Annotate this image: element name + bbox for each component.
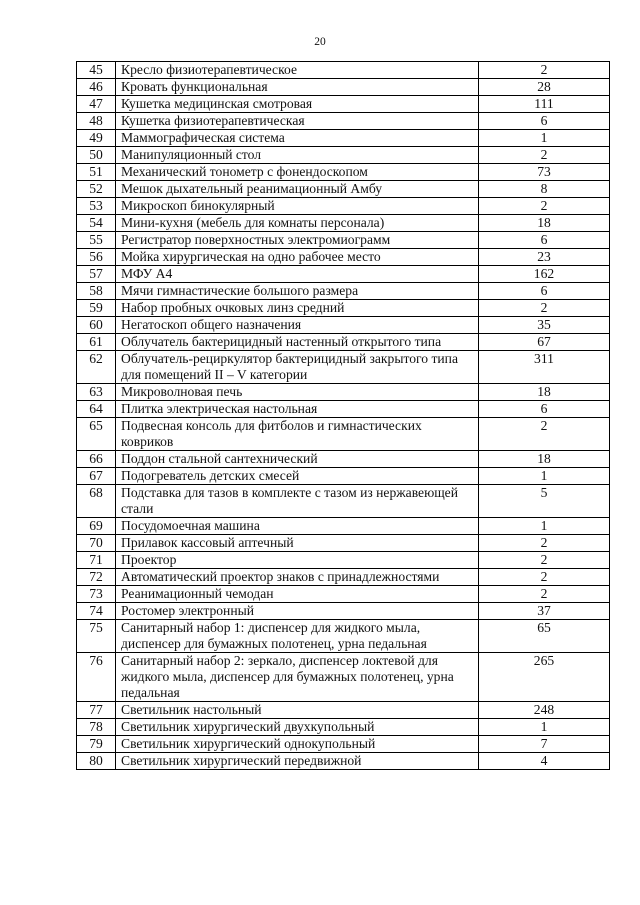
equipment-name: Плитка электрическая настольная: [116, 401, 479, 418]
equipment-name: Манипуляционный стол: [116, 147, 479, 164]
row-number: 57: [77, 266, 116, 283]
equipment-quantity: 28: [479, 79, 610, 96]
equipment-name: Маммографическая система: [116, 130, 479, 147]
equipment-name: Светильник настольный: [116, 702, 479, 719]
table-row: [77, 300, 610, 317]
equipment-quantity: 6: [479, 232, 610, 249]
row-number: 49: [77, 130, 116, 147]
row-number: 54: [77, 215, 116, 232]
equipment-quantity: 311: [479, 351, 610, 384]
row-number: 47: [77, 96, 116, 113]
row-number: 79: [77, 736, 116, 753]
table-row: [77, 569, 610, 586]
equipment-name: Мешок дыхательный реанимационный Амбу: [116, 181, 479, 198]
equipment-name: Облучатель-рециркулятор бактерицидный закрытого типа для помещений II – V категории: [116, 351, 479, 384]
table-row: [77, 283, 610, 300]
table-row: [77, 535, 610, 552]
table-row: [77, 198, 610, 215]
row-number: 71: [77, 552, 116, 569]
table-row: [77, 351, 610, 384]
table-row: [77, 384, 610, 401]
table-row: [77, 181, 610, 198]
table-row: [77, 317, 610, 334]
row-number: 51: [77, 164, 116, 181]
row-number: 68: [77, 485, 116, 518]
row-number: 59: [77, 300, 116, 317]
row-number: 62: [77, 351, 116, 384]
equipment-quantity: 2: [479, 552, 610, 569]
equipment-quantity: 162: [479, 266, 610, 283]
table-row: [77, 147, 610, 164]
equipment-quantity: 248: [479, 702, 610, 719]
equipment-quantity: 8: [479, 181, 610, 198]
table-row: [77, 266, 610, 283]
table-row: [77, 130, 610, 147]
equipment-name: Светильник хирургический передвижной: [116, 753, 479, 770]
row-number: 77: [77, 702, 116, 719]
table-row: [77, 753, 610, 770]
table-row: [77, 719, 610, 736]
equipment-quantity: 2: [479, 418, 610, 451]
equipment-name: Негатоскоп общего назначения: [116, 317, 479, 334]
table-row: [77, 418, 610, 451]
table-row: [77, 62, 610, 79]
equipment-name: Санитарный набор 2: зеркало, диспенсер локтевой для жидкого мыла, диспенсер для бумажных полотенец, урна педальная: [116, 653, 479, 702]
equipment-name: Подставка для тазов в комплекте с тазом из нержавеющей стали: [116, 485, 479, 518]
equipment-quantity: 2: [479, 147, 610, 164]
table-row: [77, 485, 610, 518]
equipment-quantity: 1: [479, 719, 610, 736]
equipment-quantity: 23: [479, 249, 610, 266]
row-number: 67: [77, 468, 116, 485]
equipment-name: Микроволновая печь: [116, 384, 479, 401]
row-number: 52: [77, 181, 116, 198]
equipment-quantity: 4: [479, 753, 610, 770]
equipment-quantity: 1: [479, 468, 610, 485]
equipment-name: Подогреватель детских смесей: [116, 468, 479, 485]
row-number: 48: [77, 113, 116, 130]
row-number: 78: [77, 719, 116, 736]
equipment-name: Прилавок кассовый аптечный: [116, 535, 479, 552]
table-row: [77, 96, 610, 113]
row-number: 46: [77, 79, 116, 96]
table-row: [77, 401, 610, 418]
equipment-name: Кресло физиотерапевтическое: [116, 62, 479, 79]
table-row: [77, 603, 610, 620]
equipment-name: Мини-кухня (мебель для комнаты персонала): [116, 215, 479, 232]
equipment-quantity: 111: [479, 96, 610, 113]
table-row: [77, 518, 610, 535]
table-row: [77, 451, 610, 468]
table-row: [77, 232, 610, 249]
equipment-quantity: 18: [479, 384, 610, 401]
equipment-quantity: 73: [479, 164, 610, 181]
table-row: [77, 164, 610, 181]
equipment-name: Мячи гимнастические большого размера: [116, 283, 479, 300]
equipment-name: Реанимационный чемодан: [116, 586, 479, 603]
row-number: 58: [77, 283, 116, 300]
table-row: [77, 249, 610, 266]
table-row: [77, 653, 610, 702]
row-number: 73: [77, 586, 116, 603]
table-row: [77, 586, 610, 603]
equipment-name: Микроскоп бинокулярный: [116, 198, 479, 215]
table-row: [77, 468, 610, 485]
equipment-quantity: 2: [479, 198, 610, 215]
table-row: [77, 113, 610, 130]
equipment-name: МФУ А4: [116, 266, 479, 283]
row-number: 76: [77, 653, 116, 702]
equipment-name: Кушетка медицинская смотровая: [116, 96, 479, 113]
equipment-quantity: 67: [479, 334, 610, 351]
equipment-quantity: 7: [479, 736, 610, 753]
row-number: 72: [77, 569, 116, 586]
table-row: [77, 215, 610, 232]
equipment-quantity: 2: [479, 535, 610, 552]
page-number: 20: [314, 36, 326, 48]
row-number: 55: [77, 232, 116, 249]
equipment-name: Облучатель бактерицидный настенный открытого типа: [116, 334, 479, 351]
row-number: 75: [77, 620, 116, 653]
equipment-quantity: 18: [479, 215, 610, 232]
equipment-table-body: [77, 62, 610, 770]
row-number: 56: [77, 249, 116, 266]
equipment-quantity: 2: [479, 586, 610, 603]
equipment-quantity: 65: [479, 620, 610, 653]
equipment-quantity: 5: [479, 485, 610, 518]
equipment-name: Набор пробных очковых линз средний: [116, 300, 479, 317]
table-row: [77, 334, 610, 351]
equipment-quantity: 18: [479, 451, 610, 468]
equipment-quantity: 265: [479, 653, 610, 702]
equipment-quantity: 2: [479, 62, 610, 79]
equipment-quantity: 6: [479, 113, 610, 130]
row-number: 53: [77, 198, 116, 215]
equipment-quantity: 35: [479, 317, 610, 334]
table-row: [77, 620, 610, 653]
row-number: 70: [77, 535, 116, 552]
equipment-name: Санитарный набор 1: диспенсер для жидкого мыла, диспенсер для бумажных полотенец, урна педальная: [116, 620, 479, 653]
equipment-quantity: 6: [479, 401, 610, 418]
equipment-quantity: 1: [479, 130, 610, 147]
equipment-table: [76, 61, 610, 770]
row-number: 74: [77, 603, 116, 620]
equipment-quantity: 2: [479, 569, 610, 586]
equipment-name: Посудомоечная машина: [116, 518, 479, 535]
equipment-quantity: 6: [479, 283, 610, 300]
equipment-name: Кушетка физиотерапевтическая: [116, 113, 479, 130]
equipment-name: Поддон стальной сантехнический: [116, 451, 479, 468]
table-row: [77, 736, 610, 753]
row-number: 45: [77, 62, 116, 79]
row-number: 66: [77, 451, 116, 468]
table-row: [77, 79, 610, 96]
equipment-name: Регистратор поверхностных электромиограмм: [116, 232, 479, 249]
equipment-name: Светильник хирургический двухкупольный: [116, 719, 479, 736]
equipment-quantity: 37: [479, 603, 610, 620]
row-number: 69: [77, 518, 116, 535]
table-row: [77, 702, 610, 719]
equipment-name: Ростомер электронный: [116, 603, 479, 620]
row-number: 50: [77, 147, 116, 164]
row-number: 60: [77, 317, 116, 334]
equipment-name: Механический тонометр с фонендоскопом: [116, 164, 479, 181]
row-number: 80: [77, 753, 116, 770]
equipment-name: Проектор: [116, 552, 479, 569]
equipment-name: Кровать функциональная: [116, 79, 479, 96]
equipment-name: Подвесная консоль для фитболов и гимнастических ковриков: [116, 418, 479, 451]
row-number: 65: [77, 418, 116, 451]
row-number: 61: [77, 334, 116, 351]
equipment-quantity: 1: [479, 518, 610, 535]
row-number: 63: [77, 384, 116, 401]
row-number: 64: [77, 401, 116, 418]
equipment-name: Светильник хирургический однокупольный: [116, 736, 479, 753]
equipment-name: Автоматический проектор знаков с принадлежностями: [116, 569, 479, 586]
table-row: [77, 552, 610, 569]
equipment-quantity: 2: [479, 300, 610, 317]
equipment-name: Мойка хирургическая на одно рабочее место: [116, 249, 479, 266]
